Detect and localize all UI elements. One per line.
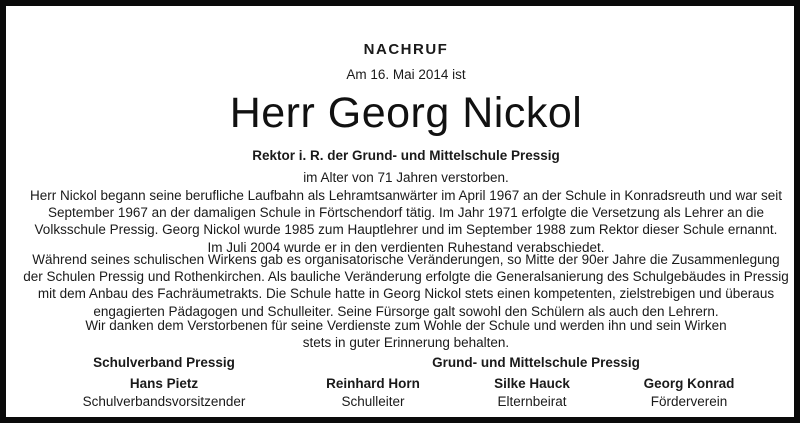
death-date-line: Am 16. Mai 2014 ist <box>346 67 466 82</box>
age-line: im Alter von 71 Jahren verstorben. <box>303 170 509 185</box>
text-line: mit dem Anbau des Fachräumetrakts. Die Schule hatte in Georg Nickol stets einen kompetenten, zielstrebigen und überaus <box>37 286 775 302</box>
signatory-role: Förderverein <box>650 394 728 409</box>
text-line: Volksschule Pressig. Georg Nickol wurde 1985 zum Hauptlehrer und im September 1988 zum Rektor dieser Schule ernannt. <box>34 222 778 238</box>
signatory-org-left: Schulverband Pressig <box>93 355 235 370</box>
deceased-title: Rektor i. R. der Grund- und Mittelschule Pressig <box>252 148 560 163</box>
signatory-name: Reinhard Horn <box>326 376 420 391</box>
signatory-hans-pietz <box>64 376 264 409</box>
signatory-org-right: Grund- und Mittelschule Pressig <box>432 355 640 370</box>
signatory-role: Elternbeirat <box>497 394 567 409</box>
obituary-content <box>12 12 800 423</box>
text-line: Im Juli 2004 wurde er in den verdienten Ruhestand verabschiedet. <box>207 239 605 255</box>
paragraph-thanks <box>12 317 800 351</box>
text-line: engagierten Pädagogen und Schulleiter. Seine Fürsorge galt sowohl den Schülern als auch den Lehrern. <box>93 303 719 319</box>
signatory-georg-konrad <box>589 376 789 409</box>
paragraph-achievements <box>12 251 800 320</box>
signatory-name: Georg Konrad <box>643 376 735 391</box>
text-line: Wir danken dem Verstorbenen für seine Verdienste zum Wohle der Schule und werden ihn und sein Wirken <box>85 318 727 333</box>
text-line: September 1967 an der damaligen Schule in Förtschendorf tätig. Im Jahr 1971 erfolgte die Versetzung als Lehrer an die <box>48 205 764 221</box>
text-line: stets in guter Erinnerung behalten. <box>302 335 510 351</box>
text-line: Während seines schulischen Wirkens gab es organisatorische Veränderungen, so Mitte der 90er Jahre die Zusammenlegung <box>32 252 780 267</box>
signatory-name: Silke Hauck <box>494 376 570 391</box>
deceased-name: Herr Georg Nickol <box>229 89 583 137</box>
text-line: der Schulen Pressig und Rothenkirchen. Als bauliche Veränderung erfolgte die Generalsanierung des Schulgebäudes in Pressig <box>23 269 789 285</box>
obituary-heading: NACHRUF <box>363 41 449 58</box>
signatory-role: Schulverbandsvorsitzender <box>82 394 246 409</box>
signatory-role: Schulleiter <box>341 394 405 409</box>
signatory-name: Hans Pietz <box>129 376 199 391</box>
text-line: Herr Nickol begann seine berufliche Laufbahn als Lehramtsanwärter im April 1967 an der Schule in Konradsreuth und war seit <box>30 188 782 203</box>
paragraph-career <box>12 187 800 256</box>
